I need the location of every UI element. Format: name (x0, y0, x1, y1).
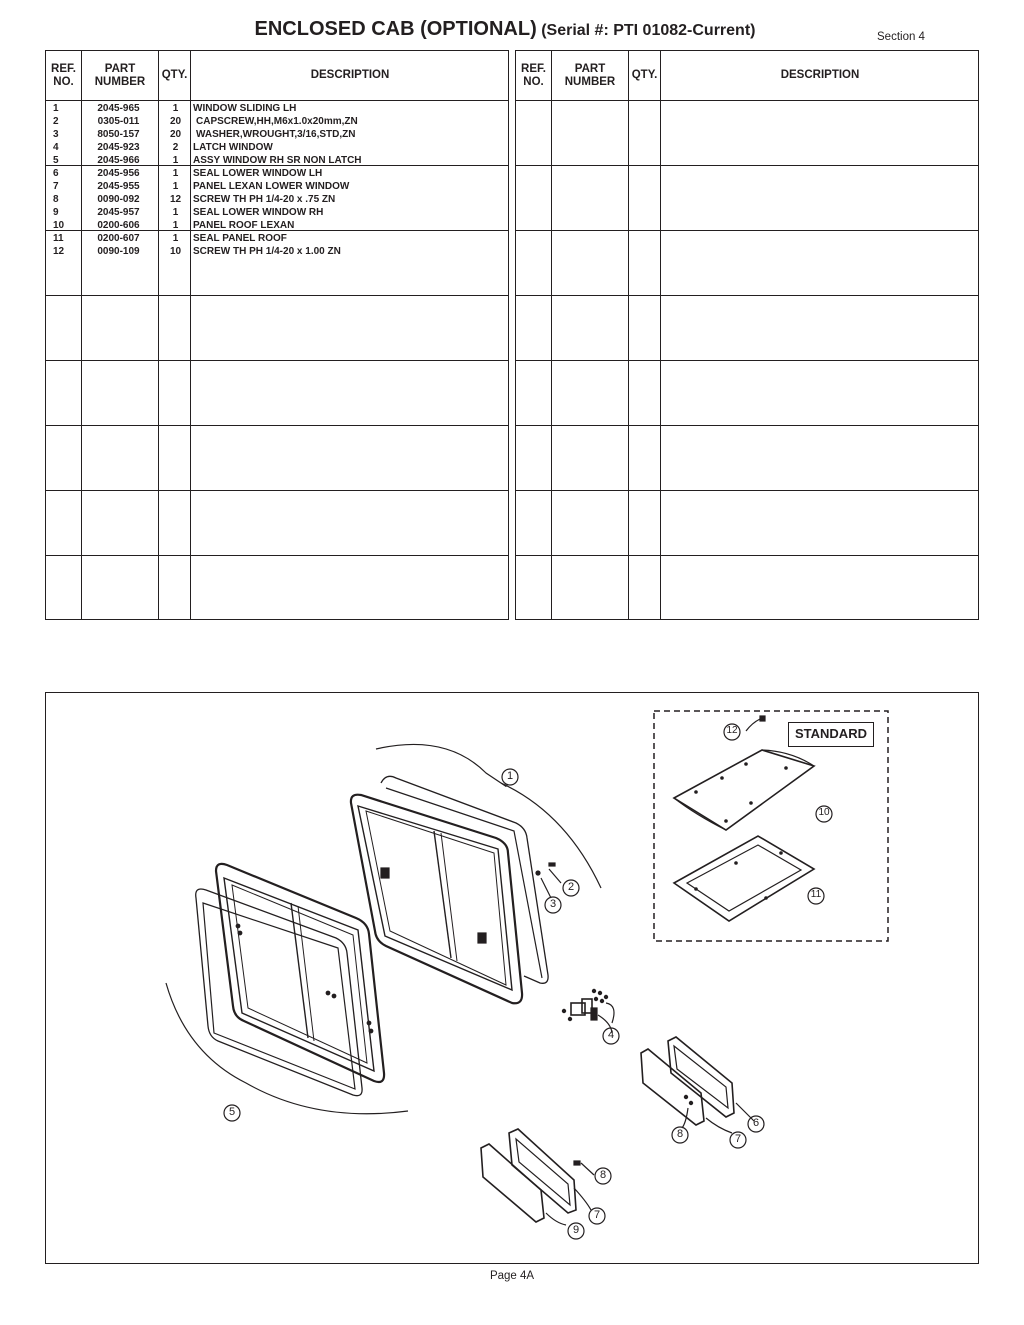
header-part (552, 51, 628, 100)
cell-qty: 1 (172, 233, 179, 244)
window-latch (562, 989, 614, 1033)
row-divider (516, 555, 978, 556)
col-divider (551, 51, 552, 619)
header-ref (516, 51, 551, 100)
page-title (0, 18, 1010, 41)
header-qty: QTY. (161, 69, 188, 81)
col-divider (660, 51, 661, 619)
cell-qty: 1 (172, 155, 179, 166)
cell-desc: SEAL LOWER WINDOW RH (193, 207, 324, 218)
cell-ref: 9 (53, 207, 59, 218)
callout-num: 7 (734, 1133, 742, 1145)
header-desc: DESCRIPTION (780, 69, 860, 81)
cell-ref: 6 (53, 168, 59, 179)
table-rows (46, 102, 508, 258)
cell-part: 2045-956 (97, 168, 140, 179)
cell-ref: 1 (53, 103, 59, 114)
cell-desc: WASHER,WROUGHT,3/16,STD,ZN (196, 129, 356, 140)
exploded-parts-diagram (45, 692, 979, 1264)
cell-part: 0200-606 (97, 220, 140, 231)
table-row (46, 141, 508, 154)
cell-ref: 11 (53, 233, 64, 244)
cell-desc: SEAL LOWER WINDOW LH (193, 168, 323, 179)
cell-qty: 12 (169, 194, 182, 205)
cell-desc: CAPSCREW,HH,M6x1.0x20mm,ZN (196, 116, 358, 127)
table-row (46, 180, 508, 193)
cell-part: 2045-923 (97, 142, 140, 153)
roof-screw (746, 716, 765, 731)
cell-desc: SCREW TH PH 1/4-20 x .75 ZN (193, 194, 336, 205)
cell-part: 2045-966 (97, 155, 140, 166)
callout-num: 9 (572, 1224, 580, 1236)
callout-num: 4 (607, 1029, 615, 1041)
header-ref-text: REF. NO. (51, 62, 76, 88)
parts-table-left (45, 50, 509, 620)
table-row (46, 154, 508, 167)
cell-desc: PANEL LEXAN LOWER WINDOW (193, 181, 350, 192)
cell-ref: 7 (53, 181, 59, 192)
table-row (46, 128, 508, 141)
callout-num: 2 (567, 881, 575, 893)
table-row (46, 219, 508, 232)
roof-panel-seal (674, 836, 814, 921)
table-row (46, 193, 508, 206)
cell-desc: SCREW TH PH 1/4-20 x 1.00 ZN (193, 246, 341, 257)
cell-part: 0305-011 (97, 116, 140, 127)
callout-num: 1 (506, 770, 514, 782)
header-qty: QTY. (631, 69, 658, 81)
cell-ref: 4 (53, 142, 59, 153)
header-ref-text: REF. NO. (521, 62, 546, 88)
callout-num: 7 (593, 1209, 601, 1221)
window-sliding-lh (351, 795, 522, 1004)
title-main: ENCLOSED CAB (OPTIONAL) (254, 18, 537, 40)
cell-qty: 20 (169, 116, 182, 127)
table-row (46, 206, 508, 219)
cell-part: 0090-092 (97, 194, 140, 205)
header-desc: DESCRIPTION (310, 69, 390, 81)
roof-panel-lexan (674, 750, 814, 830)
row-divider (516, 360, 978, 361)
callout-num: 3 (549, 898, 557, 910)
callout-num: 8 (599, 1169, 607, 1181)
window-assy-rh (216, 864, 384, 1082)
cell-desc: WINDOW SLIDING LH (193, 103, 297, 114)
row-divider (516, 230, 978, 231)
cell-desc: PANEL ROOF LEXAN (193, 220, 295, 231)
table-row (46, 115, 508, 128)
lower-window-right-set (641, 1037, 754, 1133)
row-divider (516, 295, 978, 296)
header-part-text: PART NUMBER (94, 62, 146, 88)
table-row (46, 232, 508, 245)
header-part-text: PART NUMBER (564, 62, 616, 88)
cell-desc: SEAL PANEL ROOF (193, 233, 287, 244)
cell-qty: 1 (172, 181, 179, 192)
callout-num: 12 (726, 725, 738, 736)
table-row (46, 102, 508, 115)
row-divider (516, 425, 978, 426)
row-divider (46, 425, 508, 426)
row-divider (516, 165, 978, 166)
cell-qty: 1 (172, 103, 179, 114)
callout-num: 11 (810, 889, 822, 900)
cell-part: 2045-955 (97, 181, 140, 192)
capscrews-washers (536, 863, 561, 898)
row-divider (46, 555, 508, 556)
parts-table-right (515, 50, 979, 620)
cell-qty: 10 (169, 246, 182, 257)
row-divider (46, 360, 508, 361)
cell-qty: 20 (169, 129, 182, 140)
cell-part: 0090-109 (97, 246, 140, 257)
cell-desc: LATCH WINDOW (193, 142, 273, 153)
cell-ref: 10 (53, 220, 65, 231)
col-divider (628, 51, 629, 619)
cell-qty: 1 (172, 207, 179, 218)
cell-desc: ASSY WINDOW RH SR NON LATCH (193, 155, 362, 166)
cell-ref: 12 (53, 246, 65, 257)
leader-line (376, 744, 506, 786)
section-label: Section 4 (877, 31, 925, 43)
cell-ref: 5 (53, 155, 59, 166)
callout-num: 8 (676, 1128, 684, 1140)
cell-part: 2045-965 (97, 103, 140, 114)
table-header (46, 51, 508, 101)
cell-qty: 1 (172, 220, 179, 231)
lower-window-left-set (481, 1129, 594, 1225)
cell-ref: 2 (53, 116, 59, 127)
table-row (46, 245, 508, 258)
table-header (516, 51, 978, 101)
row-divider (516, 490, 978, 491)
cell-part: 8050-157 (97, 129, 140, 140)
callout-num: 10 (818, 807, 830, 818)
header-part (82, 51, 158, 100)
cell-qty: 2 (172, 142, 179, 153)
cell-ref: 8 (53, 194, 59, 205)
row-divider (46, 490, 508, 491)
callout-num: 5 (228, 1106, 236, 1118)
cell-qty: 1 (172, 168, 179, 179)
cell-ref: 3 (53, 129, 59, 140)
cell-part: 0200-607 (97, 233, 140, 244)
header-ref (46, 51, 81, 100)
cell-part: 2045-957 (97, 207, 140, 218)
standard-label: STANDARD (788, 722, 874, 747)
row-divider (46, 295, 508, 296)
title-serial: (Serial #: PTI 01082-Current) (541, 22, 756, 39)
page-number: Page 4A (489, 1270, 535, 1282)
table-row (46, 167, 508, 180)
callout-num: 6 (752, 1117, 760, 1129)
